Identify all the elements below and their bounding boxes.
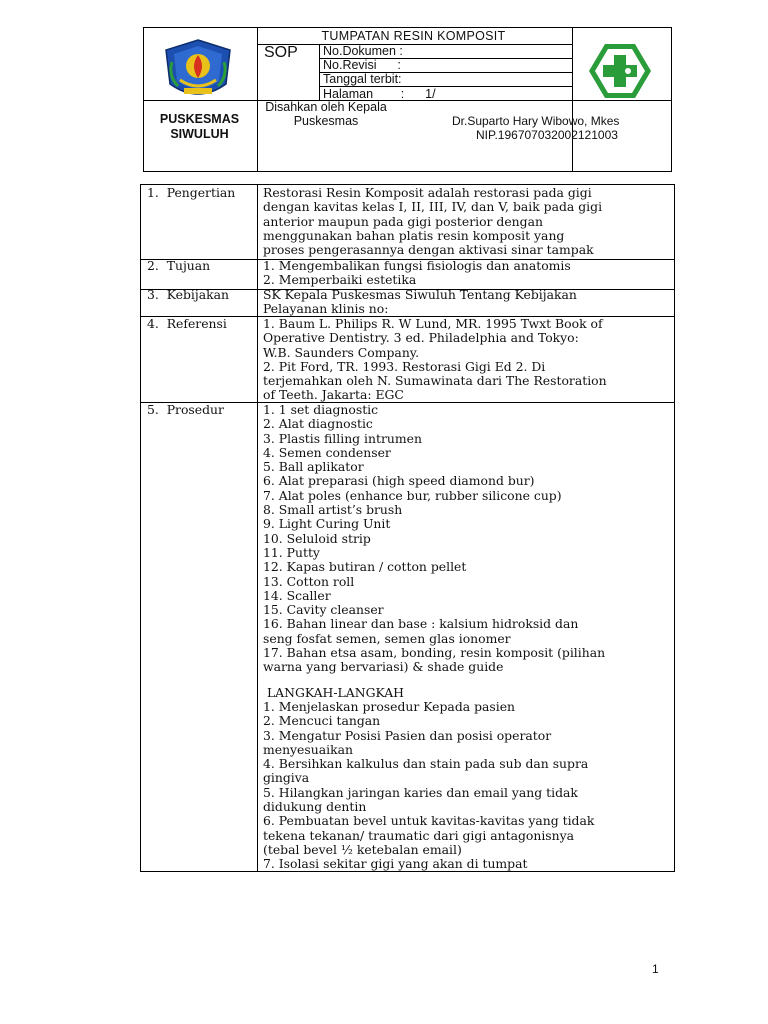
text-line: SK Kepala Puskesmas Siwuluh Tentang Kebijakan xyxy=(263,287,577,302)
list-item: warna yang bervariasi) & shade guide xyxy=(263,659,504,675)
section-content-pengertian xyxy=(263,186,602,257)
list-item: seng fosfat semen, semen glas ionomer xyxy=(263,630,511,646)
section-content-tujuan xyxy=(263,259,571,288)
step-item: gingiva xyxy=(263,770,310,786)
list-item: 13. Cotton roll xyxy=(263,573,355,589)
list-item: 16. Bahan linear dan base : kalsium hidroksid dan xyxy=(263,616,579,632)
section-label-pengertian: 1. Pengertian xyxy=(147,185,236,200)
section-label-referensi: 4. Referensi xyxy=(147,316,227,331)
org-name xyxy=(143,112,256,142)
step-item: 2. Mencuci tangan xyxy=(263,713,381,729)
list-item: 12. Kapas butiran / cotton pellet xyxy=(263,559,467,575)
list-item: 17. Bahan etsa asam, bonding, resin komposit (pilihan xyxy=(263,645,606,661)
text-line: 2. Memperbaiki estetika xyxy=(263,272,417,288)
list-item: 2. Alat diagnostic xyxy=(263,416,373,432)
list-item: 5. Ball aplikator xyxy=(263,459,364,475)
list-item: 9. Light Curing Unit xyxy=(263,516,391,532)
step-item: menyesuaikan xyxy=(263,741,353,757)
list-item: 11. Putty xyxy=(263,544,320,560)
signer-name: Dr.Suparto Hary Wibowo, Mkes xyxy=(452,114,620,128)
approval-line2: Puskesmas xyxy=(293,114,359,128)
list-item: 7. Alat poles (enhance bur, rubber silicone cup) xyxy=(263,487,562,503)
page-number: 1 xyxy=(652,962,659,976)
signer-nip: NIP.196707032002121003 xyxy=(476,128,618,142)
text-line: menggunakan bahan platis resin komposit yang xyxy=(263,227,565,243)
field-no-dokumen: No.Dokumen : xyxy=(323,44,403,58)
approval-line1: Disahkan oleh Kepala xyxy=(265,100,387,114)
text-line: proses pengerasannya dengan aktivasi sinar tampak xyxy=(263,242,594,258)
text-line: of Teeth. Jakarta: EGC xyxy=(263,387,404,403)
text-line: 1. Baum L. Philips R. W Lund, MR. 1995 Twxt Book of xyxy=(263,316,603,331)
text-line: Restorasi Resin Komposit adalah restorasi pada gigi xyxy=(263,185,592,200)
text-line: dengan kavitas kelas I, II, III, IV, dan V, baik pada gigi xyxy=(263,199,603,215)
list-item: 10. Seluloid strip xyxy=(263,530,371,546)
section-content-referensi xyxy=(263,317,607,403)
text-line: anterior maupun pada gigi posterior dengan xyxy=(263,213,543,229)
text-line: W.B. Saunders Company. xyxy=(263,344,420,360)
list-item: 14. Scaller xyxy=(263,587,331,603)
list-item: 8. Small artist’s brush xyxy=(263,502,403,518)
list-item: 6. Alat preparasi (high speed diamond bur) xyxy=(263,473,535,489)
text-line: 2. Pit Ford, TR. 1993. Restorasi Gigi Ed 2. Di xyxy=(263,358,546,374)
section-label-tujuan: 2. Tujuan xyxy=(147,258,211,273)
text-line: Pelayanan klinis no: xyxy=(263,301,389,317)
step-item: 3. Mengatur Posisi Pasien dan posisi operator xyxy=(263,727,552,743)
sop-label: SOP xyxy=(264,44,298,61)
step-item: didukung dentin xyxy=(263,799,367,815)
puskesmas-cross-logo xyxy=(585,40,655,102)
text-line: Operative Dentistry. 3 ed. Philadelphia and Tokyo: xyxy=(263,330,579,346)
step-item: 5. Hilangkan jaringan karies dan email yang tidak xyxy=(263,784,578,800)
section-label-prosedur: 5. Prosedur xyxy=(147,402,224,417)
text-line: 1. Mengembalikan fungsi fisiologis dan anatomis xyxy=(263,258,571,273)
step-item: 1. Menjelaskan prosedur Kepada pasien xyxy=(263,698,516,714)
org-name-line2: SIWULUH xyxy=(170,127,229,141)
step-item: 6. Pembuatan bevel untuk kavitas-kavitas yang tidak xyxy=(263,813,595,829)
step-item: tekena tekanan/ traumatic dari gigi antagonisnya xyxy=(263,827,575,843)
document-title: TUMPATAN RESIN KOMPOSIT xyxy=(321,29,506,43)
list-item: 15. Cavity cleanser xyxy=(263,602,384,618)
list-item: 1. 1 set diagnostic xyxy=(263,402,379,417)
list-item: 4. Semen condenser xyxy=(263,444,391,460)
signer-block xyxy=(452,114,619,142)
step-item: 4. Bersihkan kalkulus dan stain pada sub dan supra xyxy=(263,756,589,772)
section-content-kebijakan xyxy=(263,288,577,317)
section-content-prosedur xyxy=(263,403,605,872)
step-item: (tebal bevel ½ ketebalan email) xyxy=(263,841,462,857)
field-tanggal-terbit: Tanggal terbit: xyxy=(323,72,402,86)
steps-title: LANGKAH-LANGKAH xyxy=(263,684,404,700)
step-item: 7. Isolasi sekitar gigi yang akan di tumpat xyxy=(263,856,528,872)
field-no-revisi: No.Revisi : xyxy=(323,58,401,72)
approval-text xyxy=(256,100,396,128)
section-label-kebijakan: 3. Kebijakan xyxy=(147,287,229,302)
org-name-line1: PUSKESMAS xyxy=(159,112,240,126)
field-halaman: Halaman : 1/ xyxy=(323,87,436,101)
regional-emblem-logo xyxy=(160,36,236,104)
text-line: terjemahkan oleh N. Sumawinata dari The Restoration xyxy=(263,373,607,389)
list-item: 3. Plastis filling intrumen xyxy=(263,430,422,446)
